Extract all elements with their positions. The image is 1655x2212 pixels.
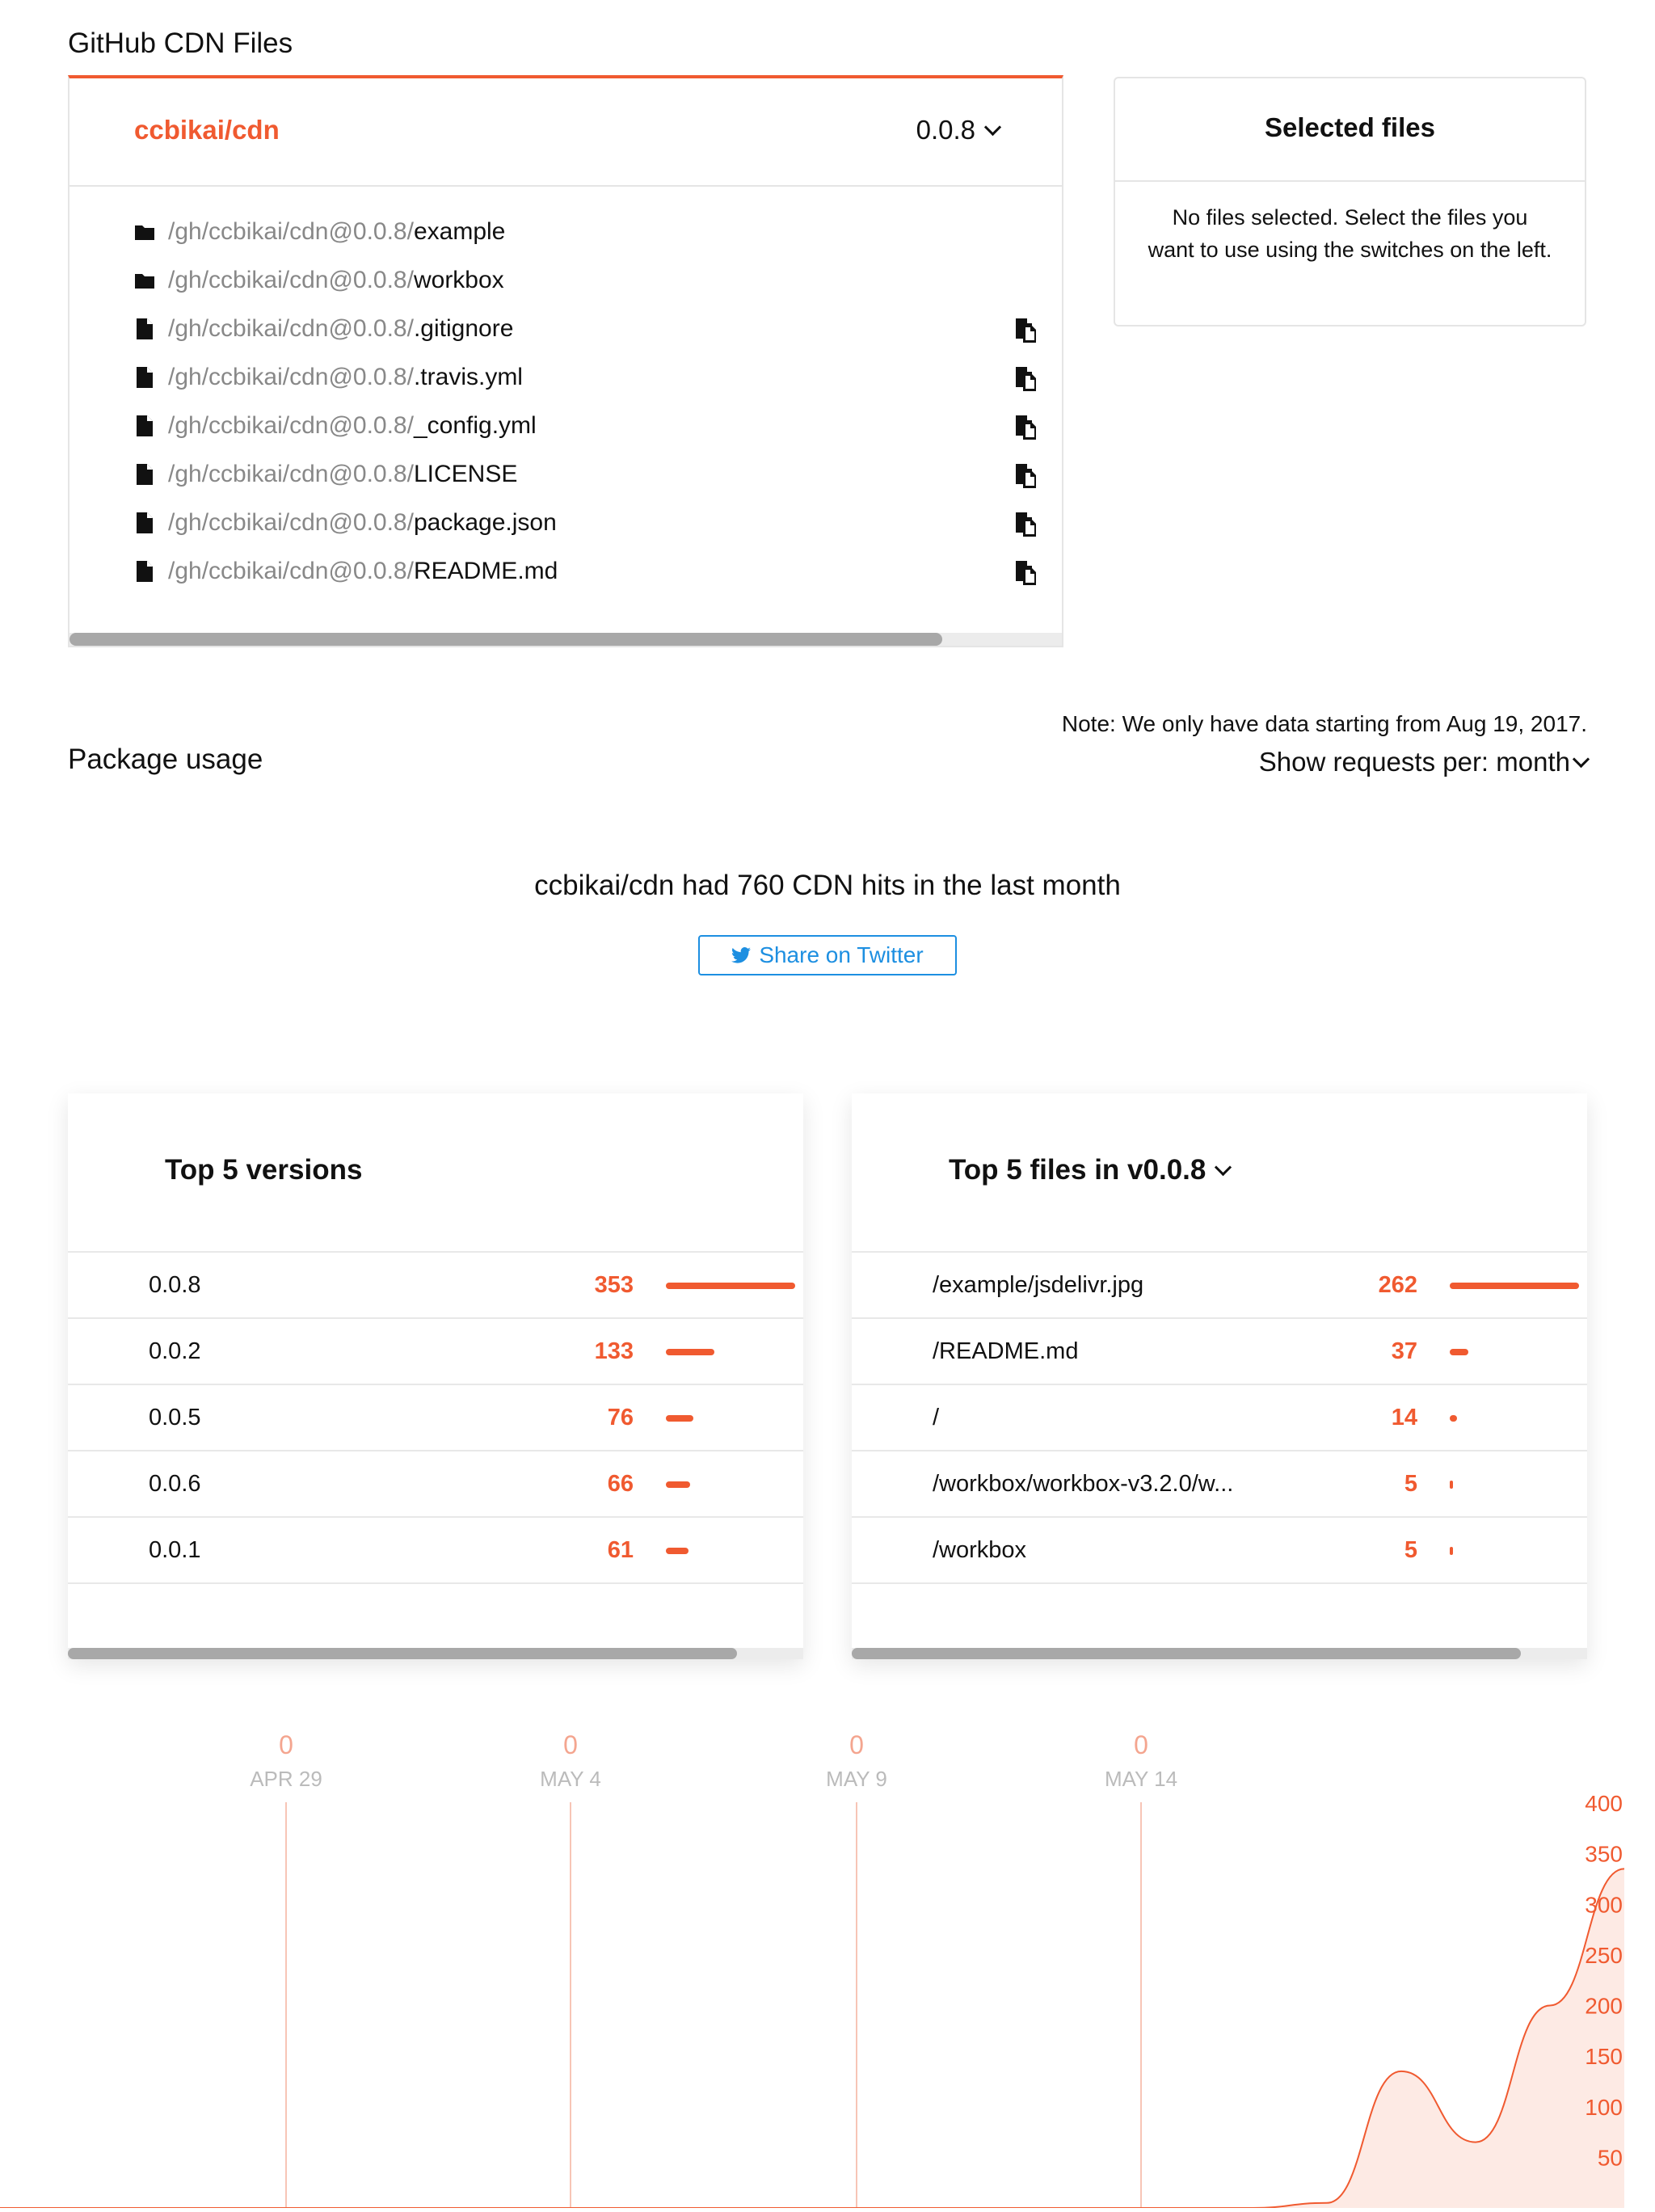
folder-row[interactable] (134, 208, 1062, 256)
file-list (134, 208, 1062, 596)
file-path-prefix: /gh/ccbikai/cdn@0.0.8/ (168, 315, 414, 342)
top-file-bar (1450, 1283, 1579, 1289)
file-row[interactable] (134, 547, 1062, 596)
top-files-title: Top 5 files in v0.0.8 (949, 1154, 1207, 1186)
version-row[interactable] (68, 1451, 803, 1518)
top-versions-title: Top 5 versions (165, 1154, 363, 1186)
top-files-list (852, 1251, 1587, 1584)
y-tick-label: 400 (1585, 1791, 1623, 1816)
version-row[interactable] (68, 1319, 803, 1385)
file-name[interactable]: .gitignore (413, 315, 514, 342)
top-file-row[interactable] (852, 1385, 1587, 1451)
y-tick-label: 250 (1585, 1942, 1623, 1968)
y-tick-label: 150 (1585, 2044, 1623, 2070)
version-select[interactable] (916, 115, 999, 145)
x-tick-label: MAY 4 (540, 1767, 601, 1791)
usage-timeline-chart (0, 1721, 1655, 2208)
selected-files-empty-text: No files selected. Select the files you want to use using the switches on the left. (1148, 205, 1552, 262)
version-count: 61 (607, 1537, 634, 1563)
y-tick-label: 50 (1597, 2145, 1623, 2171)
top-file-label: /README.md (933, 1338, 1079, 1364)
copy-icon[interactable] (1013, 560, 1039, 586)
package-usage-title: Package usage (68, 744, 263, 775)
version-row[interactable] (68, 1518, 803, 1584)
share-twitter-button[interactable] (698, 935, 957, 975)
requests-period-label: Show requests per: month (1258, 747, 1570, 777)
file-path-prefix: /gh/ccbikai/cdn@0.0.8/ (168, 461, 414, 487)
top-file-count: 262 (1378, 1272, 1417, 1298)
version-count: 133 (594, 1338, 634, 1364)
file-name[interactable]: .travis.yml (413, 364, 523, 390)
file-row[interactable] (134, 402, 1062, 450)
version-bar (666, 1481, 690, 1488)
top-file-label: /example/jsdelivr.jpg (933, 1272, 1144, 1298)
file-name[interactable]: _config.yml (413, 412, 537, 439)
y-tick-label: 300 (1585, 1892, 1623, 1918)
file-path-prefix: /gh/ccbikai/cdn@0.0.8/ (168, 218, 414, 245)
file-icon (134, 318, 155, 339)
folder-row[interactable] (134, 256, 1062, 305)
timeline-svg (0, 1721, 1655, 2208)
file-icon (134, 464, 155, 485)
top-file-bar (1450, 1415, 1457, 1422)
scrollbar-thumb[interactable] (69, 633, 942, 646)
file-name[interactable]: example (413, 218, 506, 245)
version-count: 66 (607, 1471, 634, 1497)
top-file-bar (1450, 1349, 1468, 1355)
x-tick-value: 0 (279, 1730, 293, 1759)
selected-files-card (1114, 77, 1586, 327)
x-tick-value: 0 (849, 1730, 864, 1759)
top-file-count: 5 (1404, 1537, 1417, 1563)
version-row[interactable] (68, 1385, 803, 1451)
copy-icon[interactable] (1013, 318, 1039, 343)
file-row[interactable] (134, 353, 1062, 402)
file-name[interactable]: LICENSE (413, 461, 518, 487)
x-tick-value: 0 (1134, 1730, 1148, 1759)
version-count: 76 (607, 1405, 634, 1430)
top-file-label: / (933, 1405, 940, 1430)
x-tick-label: MAY 9 (826, 1767, 887, 1791)
file-icon (134, 415, 155, 436)
version-value: 0.0.8 (916, 115, 975, 145)
file-name[interactable]: README.md (413, 558, 558, 584)
repo-name[interactable]: ccbikai/cdn (134, 115, 280, 145)
github-files-title: GitHub CDN Files (68, 27, 293, 59)
file-path-prefix: /gh/ccbikai/cdn@0.0.8/ (168, 364, 414, 390)
files-header (69, 78, 1062, 187)
version-row[interactable] (68, 1253, 803, 1319)
file-icon (134, 367, 155, 388)
version-label: 0.0.5 (149, 1405, 201, 1430)
top-versions-card (68, 1093, 803, 1659)
scrollbar-thumb[interactable] (852, 1648, 1521, 1659)
copy-icon[interactable] (1013, 463, 1039, 489)
requests-period-select[interactable] (1259, 747, 1587, 777)
horizontal-scrollbar[interactable] (68, 1648, 803, 1659)
file-path-prefix: /gh/ccbikai/cdn@0.0.8/ (168, 267, 414, 293)
data-note: Note: We only have data starting from Aug 19, 2017. (1061, 711, 1587, 736)
version-bar (666, 1548, 689, 1554)
chevron-down-icon (984, 118, 1001, 135)
file-row[interactable] (134, 450, 1062, 499)
top-file-bar (1450, 1481, 1453, 1489)
files-card (68, 75, 1063, 647)
x-tick-label: APR 29 (250, 1767, 322, 1791)
divider (1115, 180, 1585, 182)
chevron-down-icon (1215, 1158, 1232, 1175)
selected-files-title: Selected files (1265, 112, 1435, 142)
folder-icon (134, 270, 155, 291)
y-tick-label: 200 (1585, 1993, 1623, 2019)
version-bar (666, 1349, 714, 1355)
top-files-select[interactable] (949, 1154, 1229, 1186)
top-file-label: /workbox/workbox-v3.2.0/w... (933, 1471, 1234, 1497)
share-twitter-label: Share on Twitter (759, 942, 924, 967)
x-tick-value: 0 (563, 1730, 578, 1759)
top-file-row[interactable] (852, 1451, 1587, 1518)
y-tick-label: 350 (1585, 1841, 1623, 1867)
file-path-prefix: /gh/ccbikai/cdn@0.0.8/ (168, 558, 414, 584)
file-icon (134, 512, 155, 533)
file-name[interactable]: package.json (413, 509, 557, 536)
top-file-count: 37 (1391, 1338, 1417, 1364)
file-path-prefix: /gh/ccbikai/cdn@0.0.8/ (168, 412, 414, 439)
top-file-count: 14 (1391, 1405, 1417, 1430)
x-tick-label: MAY 14 (1104, 1767, 1178, 1791)
file-row[interactable] (134, 499, 1062, 547)
file-icon (134, 561, 155, 582)
top-file-row[interactable] (852, 1319, 1587, 1385)
top-versions-list (68, 1251, 803, 1584)
top-file-bar (1450, 1547, 1453, 1555)
version-label: 0.0.8 (149, 1272, 201, 1298)
top-file-count: 5 (1404, 1471, 1417, 1497)
top-files-card (852, 1093, 1587, 1659)
horizontal-scrollbar[interactable] (852, 1648, 1587, 1659)
top-file-row[interactable] (852, 1518, 1587, 1584)
copy-icon[interactable] (1013, 415, 1039, 440)
twitter-icon (731, 947, 751, 963)
y-tick-label: 100 (1585, 2094, 1623, 2120)
version-label: 0.0.6 (149, 1471, 201, 1497)
top-file-row[interactable] (852, 1253, 1587, 1319)
folder-icon (134, 221, 155, 242)
version-bar (666, 1415, 693, 1422)
copy-icon[interactable] (1013, 512, 1039, 537)
usage-area (0, 1869, 1624, 2208)
top-file-label: /workbox (933, 1537, 1027, 1563)
scrollbar-thumb[interactable] (68, 1648, 737, 1659)
horizontal-scrollbar[interactable] (69, 633, 1062, 646)
version-bar (666, 1283, 795, 1289)
version-count: 353 (594, 1272, 634, 1298)
hits-summary: ccbikai/cdn had 760 CDN hits in the last month (534, 870, 1121, 901)
file-row[interactable] (134, 305, 1062, 353)
file-path-prefix: /gh/ccbikai/cdn@0.0.8/ (168, 509, 414, 536)
version-label: 0.0.1 (149, 1537, 201, 1563)
file-name[interactable]: workbox (413, 267, 504, 293)
chevron-down-icon (1573, 750, 1590, 767)
version-label: 0.0.2 (149, 1338, 201, 1364)
copy-icon[interactable] (1013, 366, 1039, 392)
